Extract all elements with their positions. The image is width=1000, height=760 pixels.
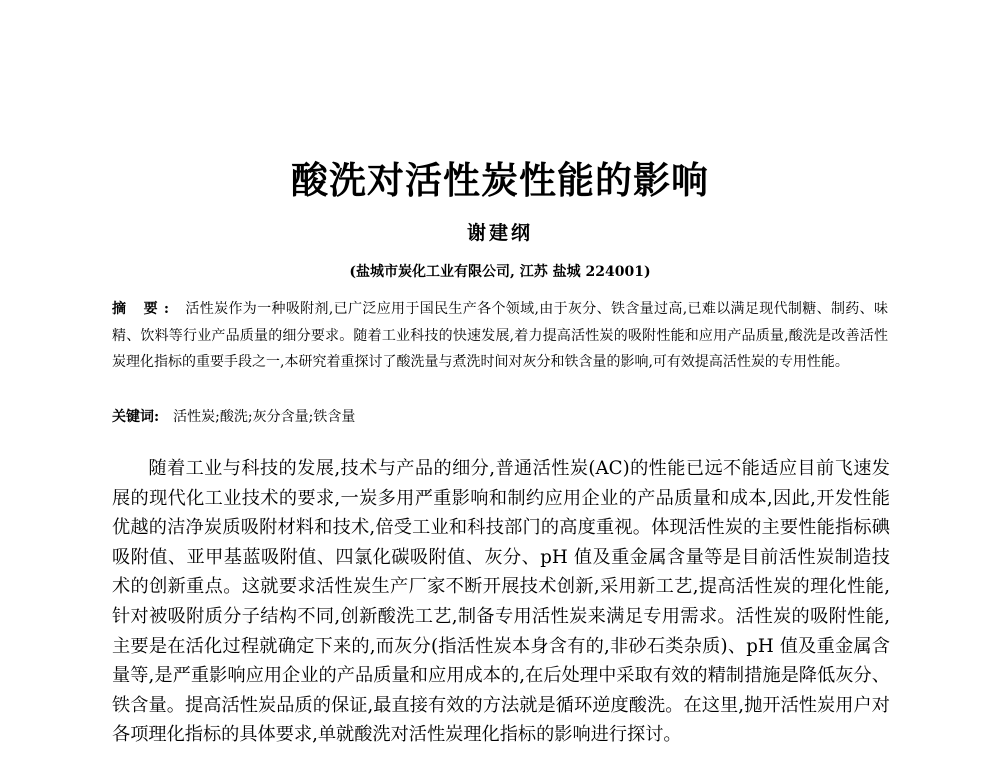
keywords-text: 活性炭;酸洗;灰分含量;铁含量 [173, 409, 356, 425]
keywords-label: 关键词: [112, 409, 160, 425]
abstract-label: 摘 要: [112, 301, 176, 317]
keywords [112, 404, 888, 431]
author-name: 谢建纲 [466, 222, 533, 244]
body-paragraph: 随着工业与科技的发展,技术与产品的细分,普通活性炭(AC)的性能已远不能适应目前飞速发展的现代化工业技术的要求,一炭多用严重影响和制约应用企业的产品质量和成本,因此,开发性能优越的洁净炭质吸附材料和技术,倍受工业和科技部门的高度重视。体现活性炭的主要性能指标碘吸附值、亚甲基蓝吸附值、四氯化碳吸附值、灰分、pH 值及重金属含量等是目前活性炭制造技术的创新重点。这就要求活性炭生产厂家不断开展技术创新,采用新工艺,提高活性炭的理化性能,针对被吸附质分子结构不同,创新酸洗工艺,制备专用活性炭来满足专用需求。活性炭的吸附性能,主要是在活化过程就确定下来的,而灰分(指活性炭本身含有的,非砂石类杂质)、pH 值及重金属含量等,是严重影响应用企业的产品质量和应用成本的,在后处理中采取有效的精制措施是降低灰分、铁含量。提高活性炭品质的保证,最直接有效的方法就是循环逆度酸洗。在这里,抛开活性炭用户对各项理化指标的具体要求,单就酸洗对活性炭理化指标的影响进行探讨。 [112, 458, 890, 746]
abstract [112, 296, 888, 376]
author-affiliation: (盐城市炭化工业有限公司, 江苏 盐城 224001) [349, 264, 651, 280]
paper-title: 酸洗对活性炭性能的影响 [291, 159, 709, 202]
abstract-text: 活性炭作为一种吸附剂,已广泛应用于国民生产各个领域,由于灰分、铁含量过高,已难以满足现代制糖、制药、味精、饮料等行业产品质量的细分要求。随着工业科技的快速发展,着力提高活性炭的吸附性能和应用产品质量,酸洗是改善活性炭理化指标的重要手段之一,本研究着重探讨了酸洗量与煮洗时间对灰分和铁含量的影响,可有效提高活性炭的专用性能。 [112, 301, 888, 370]
